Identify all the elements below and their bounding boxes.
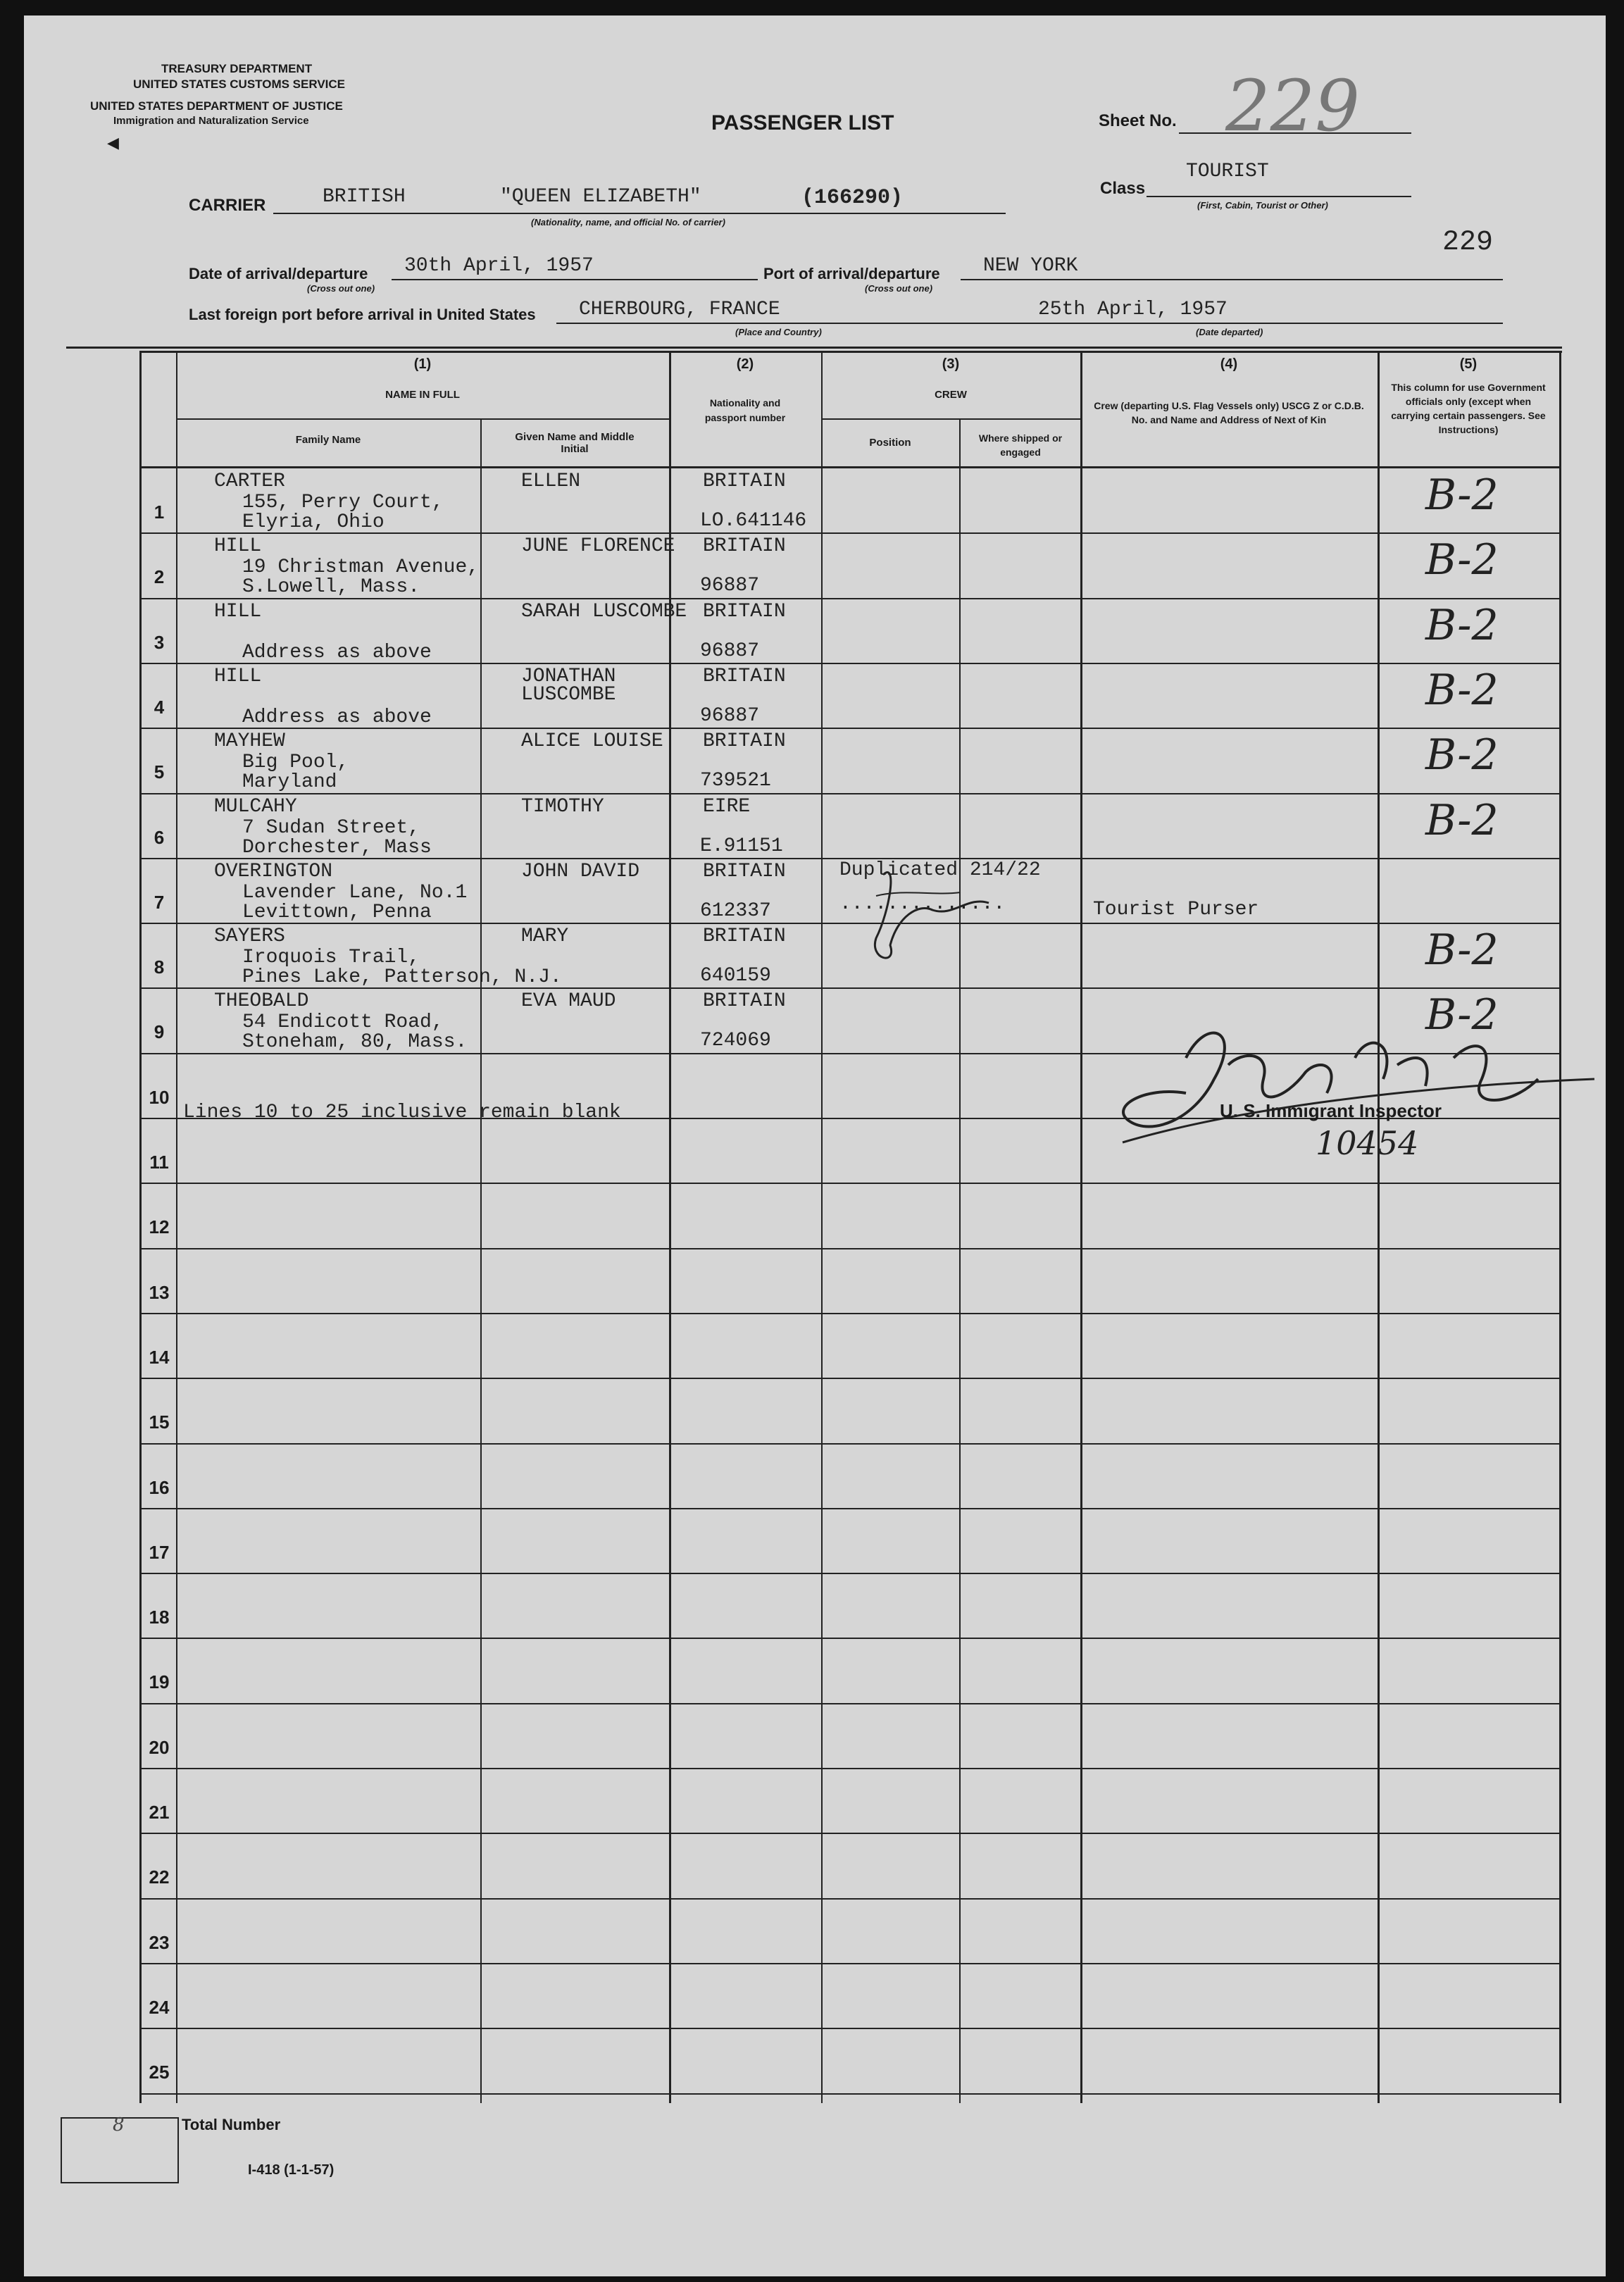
row-rule xyxy=(139,1443,1561,1445)
last-port-label: Last foreign port before arrival in United States xyxy=(189,306,536,323)
col1-number: (1) xyxy=(413,356,432,372)
row-number: 25 xyxy=(149,2062,170,2083)
form-number: I-418 (1-1-57) xyxy=(248,2162,335,2178)
col4-divider xyxy=(1378,351,1380,2103)
header-bottom-rule xyxy=(139,466,1561,468)
row-number: 19 xyxy=(149,1671,170,1692)
row-number: 9 xyxy=(154,1021,165,1042)
duplicated-note: Duplicated 214/22 xyxy=(839,859,1041,881)
arrival-underline xyxy=(392,279,758,280)
nationality: EIRE xyxy=(703,796,751,818)
row-rule xyxy=(139,1963,1561,1964)
row-rule xyxy=(139,1313,1561,1314)
given-name: JOHN DAVID xyxy=(521,861,640,883)
row-number: 1 xyxy=(154,501,165,523)
row-number: 3 xyxy=(154,632,165,653)
row-rule xyxy=(139,1508,1561,1509)
family-name: MAYHEW xyxy=(214,730,285,752)
address-line-2: Address as above xyxy=(242,706,432,728)
address-line-1: Big Pool, xyxy=(242,752,349,773)
col-position: Position xyxy=(869,437,911,449)
dept-line-1: TREASURY DEPARTMENT xyxy=(161,62,313,75)
passport-number: 640159 xyxy=(700,965,771,987)
passport-number: 724069 xyxy=(700,1030,771,1052)
official-mark: B-2 xyxy=(1425,535,1499,585)
row-number: 20 xyxy=(149,1737,170,1758)
port-label: Port of arrival/departure xyxy=(763,265,940,282)
class-hint: (First, Cabin, Tourist or Other) xyxy=(1197,200,1328,211)
arrival-date: 30th April, 1957 xyxy=(404,255,594,277)
address-line-1: Lavender Lane, No.1 xyxy=(242,882,468,904)
given-name-2: LUSCOMBE xyxy=(521,684,616,706)
row-rule xyxy=(139,2028,1561,2029)
official-mark: B-2 xyxy=(1425,990,1499,1040)
address-line-2: Address as above xyxy=(242,642,432,663)
row-rule xyxy=(139,2093,1561,2095)
family-name: OVERINGTON xyxy=(214,861,333,883)
family-name: CARTER xyxy=(214,470,285,492)
row-number: 10 xyxy=(149,1087,170,1108)
port-cross-hint: (Cross out one) xyxy=(865,283,933,294)
row-number: 17 xyxy=(149,1542,170,1563)
address-line-2: S.Lowell, Mass. xyxy=(242,576,420,598)
purser-title: Tourist Purser xyxy=(1093,899,1259,921)
inspector-badge: 10454 xyxy=(1316,1124,1419,1162)
sheet-no-label: Sheet No. xyxy=(1099,111,1177,130)
nationality: BRITAIN xyxy=(703,925,786,947)
col-family-divider xyxy=(480,418,482,2103)
col5-title: This column for use Government officials only (except when carrying certain passengers. See Instructions) xyxy=(1391,382,1546,435)
row-number: 5 xyxy=(154,761,165,783)
table-right-border xyxy=(1559,351,1561,2103)
blank-lines-note: Lines 10 to 25 inclusive remain blank xyxy=(183,1102,621,1123)
col4-number: (4) xyxy=(1220,356,1238,372)
arrival-label: Date of arrival/departure xyxy=(189,265,368,282)
class-underline xyxy=(1147,196,1411,197)
row-number: 14 xyxy=(149,1347,170,1368)
address-line-1: 7 Sudan Street, xyxy=(242,817,420,839)
nationality: BRITAIN xyxy=(703,730,786,752)
address-line-1: 54 Endicott Road, xyxy=(242,1011,444,1033)
passport-number: 96887 xyxy=(700,640,760,662)
total-number-label: Total Number xyxy=(182,2116,281,2133)
row-number: 24 xyxy=(149,1997,170,2018)
nationality: BRITAIN xyxy=(703,990,786,1012)
dept-line-4: Immigration and Naturalization Service xyxy=(113,115,309,127)
given-name: JONATHAN xyxy=(521,666,616,687)
row-number: 23 xyxy=(149,1932,170,1953)
col3-subdivider xyxy=(959,418,961,2103)
col2-number: (2) xyxy=(736,356,754,372)
official-mark: B-2 xyxy=(1425,796,1499,845)
last-port-underline xyxy=(556,323,1503,324)
row-rule xyxy=(139,1768,1561,1769)
row-number: 16 xyxy=(149,1477,170,1498)
row-number: 12 xyxy=(149,1216,170,1237)
row-rule xyxy=(139,1833,1561,1834)
purser-dots: .............. xyxy=(839,893,1006,915)
given-name: JUNE FLORENCE xyxy=(521,535,675,557)
row-rule xyxy=(139,1638,1561,1639)
col2-title: Nationality and passport number xyxy=(704,397,786,423)
col-where-shipped: Where shipped or engaged xyxy=(978,432,1063,458)
official-mark: B-2 xyxy=(1425,666,1499,715)
address-line-1: Iroquois Trail, xyxy=(242,947,420,968)
family-name: HILL xyxy=(214,601,262,623)
address-line-1: 19 Christman Avenue, xyxy=(242,556,480,578)
address-line-2: Elyria, Ohio xyxy=(242,511,385,533)
col3-sub-rule xyxy=(821,418,1080,420)
row-number: 8 xyxy=(154,956,165,978)
table-top-rule xyxy=(66,347,1562,349)
col-given-name: Given Name and Middle Initial xyxy=(515,431,635,455)
inspector-label: U. S. Immigrant Inspector xyxy=(1220,1100,1442,1121)
passport-number: 96887 xyxy=(700,705,760,727)
official-mark: B-2 xyxy=(1425,601,1499,650)
row-number: 6 xyxy=(154,827,165,848)
table-top-rule-2 xyxy=(139,351,1562,353)
row-number: 15 xyxy=(149,1411,170,1433)
row-number: 4 xyxy=(154,697,165,718)
sheet-no-handwritten: 229 xyxy=(1225,65,1360,147)
sheet-number-stamp: 229 xyxy=(1442,227,1494,258)
port-underline xyxy=(961,279,1503,280)
address-line-2: Stoneham, 80, Mass. xyxy=(242,1031,468,1053)
passport-number: 612337 xyxy=(700,900,771,922)
row-rule xyxy=(139,1183,1561,1184)
given-name: SARAH LUSCOMBE xyxy=(521,601,687,623)
given-name: ALICE LOUISE xyxy=(521,730,663,752)
official-mark: B-2 xyxy=(1425,925,1499,975)
col3-number: (3) xyxy=(942,356,960,372)
col2-divider xyxy=(821,351,823,2103)
family-name: THEOBALD xyxy=(214,990,309,1012)
row-rule xyxy=(139,598,1561,599)
family-name: HILL xyxy=(214,666,262,687)
row-rule xyxy=(139,1378,1561,1379)
col-rowno-divider xyxy=(176,351,177,2103)
carrier-nationality: BRITISH xyxy=(323,186,406,208)
nationality: BRITAIN xyxy=(703,601,786,623)
family-name: MULCAHY xyxy=(214,796,297,818)
col1-sub-rule xyxy=(176,418,669,420)
given-name: TIMOTHY xyxy=(521,796,604,818)
inspector-signature xyxy=(1101,1002,1616,1171)
total-number-value: 8 xyxy=(113,2114,125,2136)
passport-number: LO.641146 xyxy=(700,510,807,532)
family-name: SAYERS xyxy=(214,925,285,947)
last-port-value: CHERBOURG, FRANCE xyxy=(579,299,780,320)
passport-number: 96887 xyxy=(700,575,760,597)
arrow-mark-icon: ◀ xyxy=(107,134,119,151)
departed-date: 25th April, 1957 xyxy=(1038,299,1228,320)
col3-divider xyxy=(1080,351,1082,2103)
row-number: 13 xyxy=(149,1282,170,1303)
official-mark: B-2 xyxy=(1425,470,1499,520)
address-line-2: Levittown, Penna xyxy=(242,902,432,923)
port-value: NEW YORK xyxy=(983,255,1078,277)
nationality: BRITAIN xyxy=(703,861,786,883)
col-family-name: Family Name xyxy=(295,434,361,446)
given-name: MARY xyxy=(521,925,569,947)
carrier-hint: (Nationality, name, and official No. of carrier) xyxy=(531,217,725,227)
class-value: TOURIST xyxy=(1186,161,1269,182)
nationality: BRITAIN xyxy=(703,470,786,492)
passenger-list-sheet xyxy=(24,15,1606,2276)
family-name: HILL xyxy=(214,535,262,557)
passport-number: 739521 xyxy=(700,770,771,792)
departed-hint: (Date departed) xyxy=(1196,327,1263,337)
carrier-underline xyxy=(273,213,1006,214)
nationality: BRITAIN xyxy=(703,666,786,687)
class-label: Class xyxy=(1100,179,1146,198)
row-rule xyxy=(139,1703,1561,1704)
purser-signature xyxy=(855,854,1003,980)
row-number: 2 xyxy=(154,566,165,587)
col3-title: CREW xyxy=(935,389,967,401)
carrier-number: (166290) xyxy=(801,186,904,210)
row-number: 18 xyxy=(149,1607,170,1628)
passport-number: E.91151 xyxy=(700,835,783,857)
dept-line-3: UNITED STATES DEPARTMENT OF JUSTICE xyxy=(90,99,343,113)
address-line-2: Pines Lake, Patterson, N.J. xyxy=(242,966,562,988)
row-rule xyxy=(139,1573,1561,1574)
place-hint: (Place and Country) xyxy=(735,327,822,337)
carrier-label: CARRIER xyxy=(189,196,266,215)
col1-title: NAME IN FULL xyxy=(385,389,460,401)
given-name: EVA MAUD xyxy=(521,990,616,1012)
address-line-2: Dorchester, Mass xyxy=(242,837,432,859)
nationality: BRITAIN xyxy=(703,535,786,557)
row-rule xyxy=(139,1898,1561,1900)
arrival-cross-hint: (Cross out one) xyxy=(307,283,375,294)
row-number: 7 xyxy=(154,892,165,913)
row-number: 11 xyxy=(149,1152,169,1173)
col5-number: (5) xyxy=(1459,356,1478,372)
row-number: 21 xyxy=(149,1802,170,1823)
carrier-name: "QUEEN ELIZABETH" xyxy=(500,186,701,208)
col4-title: Crew (departing U.S. Flag Vessels only) USCG Z or C.D.B. No. and Name and Address of Next of Kin xyxy=(1094,400,1364,425)
given-name: ELLEN xyxy=(521,470,581,492)
table-left-border xyxy=(139,351,142,2103)
dept-line-2: UNITED STATES CUSTOMS SERVICE xyxy=(133,77,346,91)
page-title: PASSENGER LIST xyxy=(711,111,894,135)
address-line-2: Maryland xyxy=(242,771,337,793)
official-mark: B-2 xyxy=(1425,730,1499,780)
row-rule xyxy=(139,1248,1561,1249)
row-rule xyxy=(139,793,1561,794)
row-number: 22 xyxy=(149,1866,170,1888)
address-line-1: 155, Perry Court, xyxy=(242,492,444,513)
